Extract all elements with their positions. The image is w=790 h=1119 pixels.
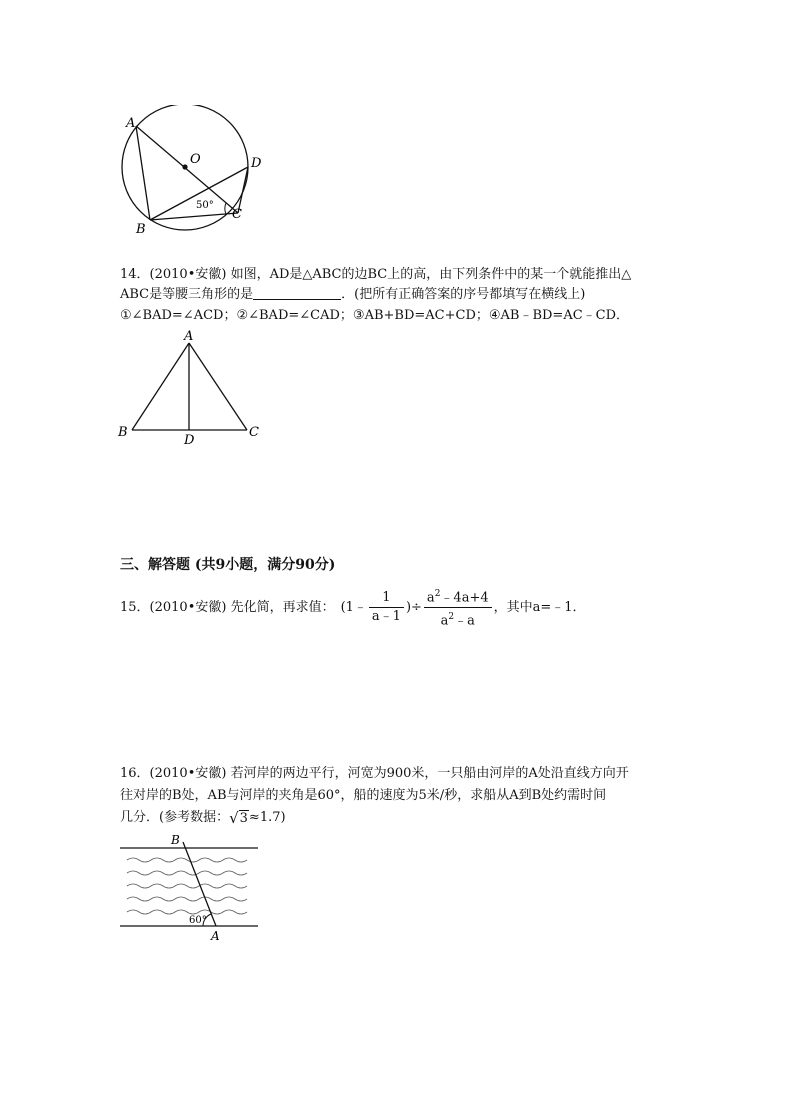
q14-line2-text: ABC是等腰三角形的是 [120,287,254,302]
fraction-1-numerator: 1 [369,590,404,608]
center-point [182,164,187,169]
side-ab [132,343,189,430]
q15-prefix: 15．(2010•安徽) 先化简，再求值： [120,599,335,615]
water-waves [127,858,247,914]
river-figure [115,830,263,944]
side-ac [189,343,247,430]
label-c: C [232,207,242,222]
angle-label-60: 60° [189,915,207,926]
triangle-figure [110,328,270,446]
q16-line3-text: 几分．(参考数据： [120,810,230,825]
label-a: A [126,116,136,131]
q14-options: ①∠BAD=∠ACD；②∠BAD=∠CAD；③AB+BD=AC+CD；④AB﹣BD=AC﹣CD． [120,308,630,323]
segment-ab [136,126,150,220]
fraction-2-den-base: a [440,613,449,629]
section-title: 三、解答题 (共9小题，满分90分) [120,557,336,573]
q16-line3-rest: ≈1.7) [248,810,286,825]
label-o: O [190,152,201,167]
q16-line2: 往对岸的B处，AB与河岸的夹角是60°，船的速度为5米/秒，求船从A到B处约需时间 [120,788,607,803]
fraction-1-denominator: a﹣1 [371,609,401,625]
fraction-2-den-rest: ﹣a [454,613,475,629]
label-a: A [184,329,194,344]
label-d: D [184,433,195,446]
q14-line1: 14．(2010•安徽) 如图，AD是△ABC的边BC上的高，由下列条件中的某一个就能推出△ [120,267,632,282]
q15-suffix: ，其中a=﹣1． [493,599,586,615]
q16-line3 [120,808,286,828]
label-b: B [118,425,128,440]
label-b: B [136,222,146,237]
answer-blank[interactable] [253,285,341,300]
sqrt-radicand: 3 [239,811,248,826]
fraction-2-denominator [424,608,492,629]
path-ab [183,842,216,926]
label-c: C [249,425,259,440]
fraction-2-num-base: a [426,590,435,606]
fraction-2-numerator [424,586,492,608]
fraction-2-num-exp: 2 [434,589,441,599]
fraction-2 [424,586,492,630]
q16-line1: 16．(2010•安徽) 若河岸的两边平行，河宽为900米，一只船由河岸的A处沿直线方向开 [120,766,629,781]
fraction-1 [369,590,404,625]
fraction-2-den-exp: 2 [448,612,455,623]
label-d: D [251,156,262,171]
label-b: B [171,833,180,847]
q14-line2 [120,285,585,305]
label-a: A [211,929,220,943]
q14-line2-rest: ．(把所有正确答案的序号都填写在横线上) [341,287,586,302]
angle-arc-c [225,203,226,214]
fraction-2-num-rest: ﹣4a+4 [440,590,489,606]
sqrt-sign: √ [229,809,239,827]
angle-label-50: 50° [196,200,214,211]
q15-close-div: )÷ [405,599,422,615]
q15 [120,586,586,630]
q15-open: (1﹣ [340,599,367,615]
circle-figure [110,105,280,240]
